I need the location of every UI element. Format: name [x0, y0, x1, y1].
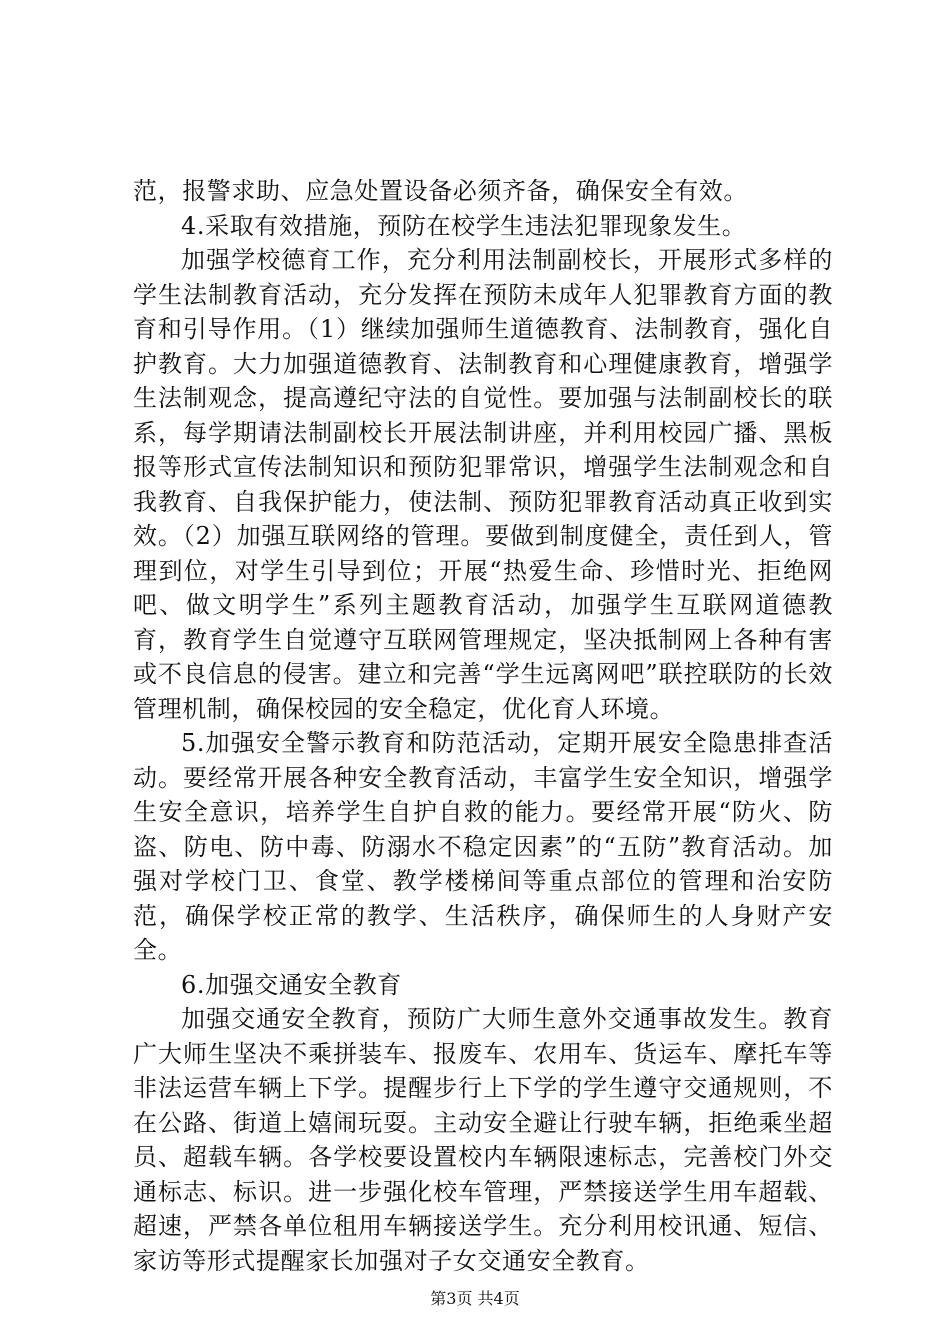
- paragraph-2: 4.采取有效措施，预防在校学生违法犯罪现象发生。: [181, 211, 747, 240]
- paragraph-6: 加强交通安全教育，预防广大师生意外交通事故发生。教育广大师生坚决不乘拼装车、报废车、农用车、货运车、摩托车等非法运营车辆上下学。提醒步行上下学的学生遵守交通规则，不在公路、街道上嬉闹玩耍。主动安全避让行驶车辆，拒绝乘坐超员、超载车辆。各学校要设置校内车辆限速标志，完善校门外交通标志、标识。进一步强化校车管理，严禁接送学生用车超载、超速，严禁各单位租用车辆接送学生。充分利用校讯通、短信、家访等形式提醒家长加强对子女交通安全教育。: [133, 1005, 833, 1275]
- paragraph-4: 5.加强安全警示教育和防范活动，定期开展安全隐患排查活动。要经常开展各种安全教育活动，丰富学生安全知识，增强学生安全意识，培养学生自护自救的能力。要经常开展“防火、防盗、防电、防中毒、防溺水不稳定因素”的“五防”教育活动。加强对学校门卫、食堂、教学楼梯间等重点部位的管理和治安防范，确保学校正常的教学、生活秩序，确保师生的人身财产安全。: [133, 729, 833, 964]
- paragraph-3: 加强学校德育工作，充分利用法制副校长，开展形式多样的学生法制教育活动，充分发挥在预防未成年人犯罪教育方面的教育和引导作用。（1）继续加强师生道德教育、法制教育，强化自护教育。大力加强道德教育、法制教育和心理健康教育，增强学生法制观念，提高遵纪守法的自觉性。要加强与法制副校长的联系，每学期请法制副校长开展法制讲座，并利用校园广播、黑板报等形式宣传法制知识和预防犯罪常识，增强学生法制观念和自我教育、自我保护能力，使法制、预防犯罪教育活动真正收到实效。（2）加强互联网络的管理。要做到制度健全，责任到人，管理到位，对学生引导到位；开展“热爱生命、珍惜时光、拒绝网吧、做文明学生”系列主题教育活动，加强学生互联网道德教育，教育学生自觉遵守互联网管理规定，坚决抵制网上各种有害或不良信息的侵害。建立和完善“学生远离网吧”联控联防的长效管理机制，确保校园的安全稳定，优化育人环境。: [133, 246, 833, 723]
- document-body: [133, 174, 833, 1278]
- page-footer: 第3页 共4页: [430, 1289, 520, 1308]
- paragraph-5: 6.加强交通安全教育: [181, 970, 402, 999]
- paragraph-1: 范，报警求助、应急处置设备必须齐备，确保安全有效。: [133, 177, 748, 205]
